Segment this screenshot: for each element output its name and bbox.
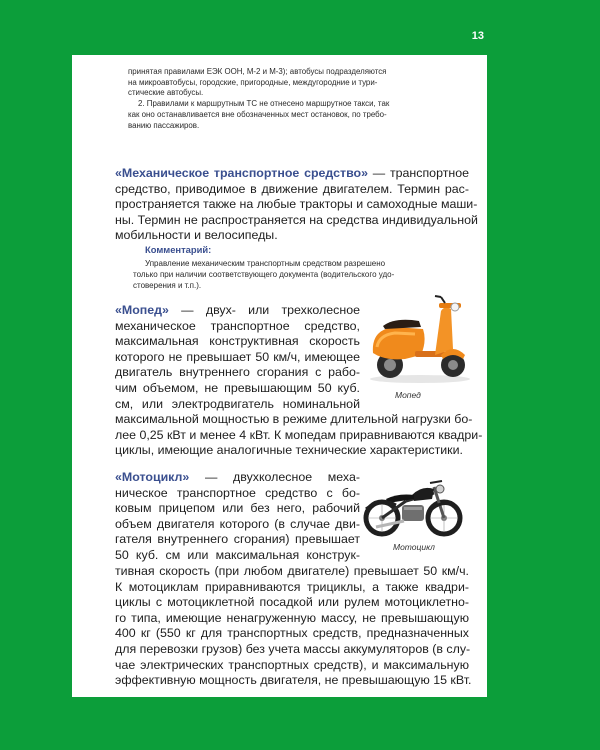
comment-line: стоверения и т.п.). [133,281,202,290]
definition-line: ковым прицепом или без него, рабочий [115,501,360,516]
definition-line: «Мопед» — двух- или трехколесное [115,303,360,317]
footnote-line: как оно останавливается вне обозначенных мест остановок, по требо- [128,109,387,119]
footnote-line: стические автобусы. [128,88,204,98]
footnote-line: 2. Правилами к маршрутным ТС не отнесено маршрутное такси, так [138,99,390,109]
term-mechanical: «Механическое транспортное средство» [115,166,369,180]
definition-line: чим объемом, не превышающим 50 куб. [115,380,360,395]
page-number: 13 [471,30,484,42]
definition-line: эффективную мощность двигателя, не превышающую 15 кВт. [115,673,472,688]
comment-title: Комментарий: [145,244,212,255]
motorcycle-image [362,475,464,537]
definition-line: см, или электродвигатель номинальной [115,396,360,411]
footnote-line: принятая правилами ЕЭК ООН, М-2 и М-3); автобусы подразделяются [128,67,387,76]
definition-line: механическое транспортное средство, [115,318,360,333]
definition-line: ны. Термин не распространяется на средства индивидуальной [115,212,478,227]
definition-line: циклы с мотоциклетной посадкой или рулем мотоциклетно- [115,595,469,610]
footnote-block [128,67,478,131]
definition-line: которого не превышает 50 км/ч, имеющее [115,349,360,364]
comment-line: только при наличии соответствующего документа (водительского удо- [133,270,395,279]
mechanical-definition [115,166,478,244]
moped-caption: Мопед [395,390,421,400]
definition-line: «Механическое транспортное средство» — транспортное [115,166,469,180]
motorcycle-definition [115,470,360,564]
definition-line: средство, приводимое в движение двигателем. Термин рас- [115,181,469,196]
definition-line: двигатель внутреннего сгорания с рабо- [115,365,360,380]
definition-line: чае электрических транспортных средств), и максимальную [115,657,469,672]
comment-body [133,258,468,291]
definition-line: гателя внутреннего сгорания) превышает [115,532,360,547]
definition-line: мобильности и велосипеды. [115,228,278,243]
footnote-line: на микроавтобусы, городские, пригородные, междугородние и тури- [128,77,378,87]
definition-line: 50 куб. см или максимальная конструк- [115,547,360,562]
moped-definition-continued [115,412,483,459]
definition-line: ническое транспортное средство с бо- [115,485,360,500]
motorcycle-caption: Мотоцикл [393,542,435,552]
definition-line: максимальной мощностью в режиме длительной нагрузки бо- [115,412,473,426]
definition-line: максимальная конструктивная скорость [115,334,360,349]
definition-line: К мотоциклам приравниваются трициклы, а также квадри- [115,579,469,594]
term-motorcycle: «Мотоцикл» [115,470,190,484]
definition-line: для перевозки грузов) без учета массы аккумуляторов (в слу- [115,641,471,656]
footnote-line: ванию пассажиров. [128,120,200,130]
definition-line: «Мотоцикл» — двухколесное меха- [115,470,360,484]
definition-line: объем двигателя которого (в случае дви- [115,516,360,531]
definition-line: тивная скорость (при любом двигателе) превышает 50 км/ч. [115,564,469,578]
motorcycle-definition-continued [115,564,472,689]
definition-line: 400 кг (550 кг для транспортных средств, предназначенных [115,626,469,641]
definition-line: лее 0,25 кВт и менее 4 кВт. К мопедам приравниваются квадри- [115,427,483,442]
comment-line: Управление механическим транспортным средством разрешено [145,259,386,268]
moped-definition [115,303,360,412]
definition-line: пространяется также на любые тракторы и самоходные маши- [115,197,478,212]
definition-line: го типа, имеющие ненагруженную массу, не превышающую [115,610,469,625]
green-frame-left [0,0,72,750]
moped-image [365,293,475,385]
term-moped: «Мопед» [115,303,169,317]
definition-line: циклы, имеющие аналогичные технические характеристики. [115,443,463,458]
green-frame-right [487,0,600,750]
